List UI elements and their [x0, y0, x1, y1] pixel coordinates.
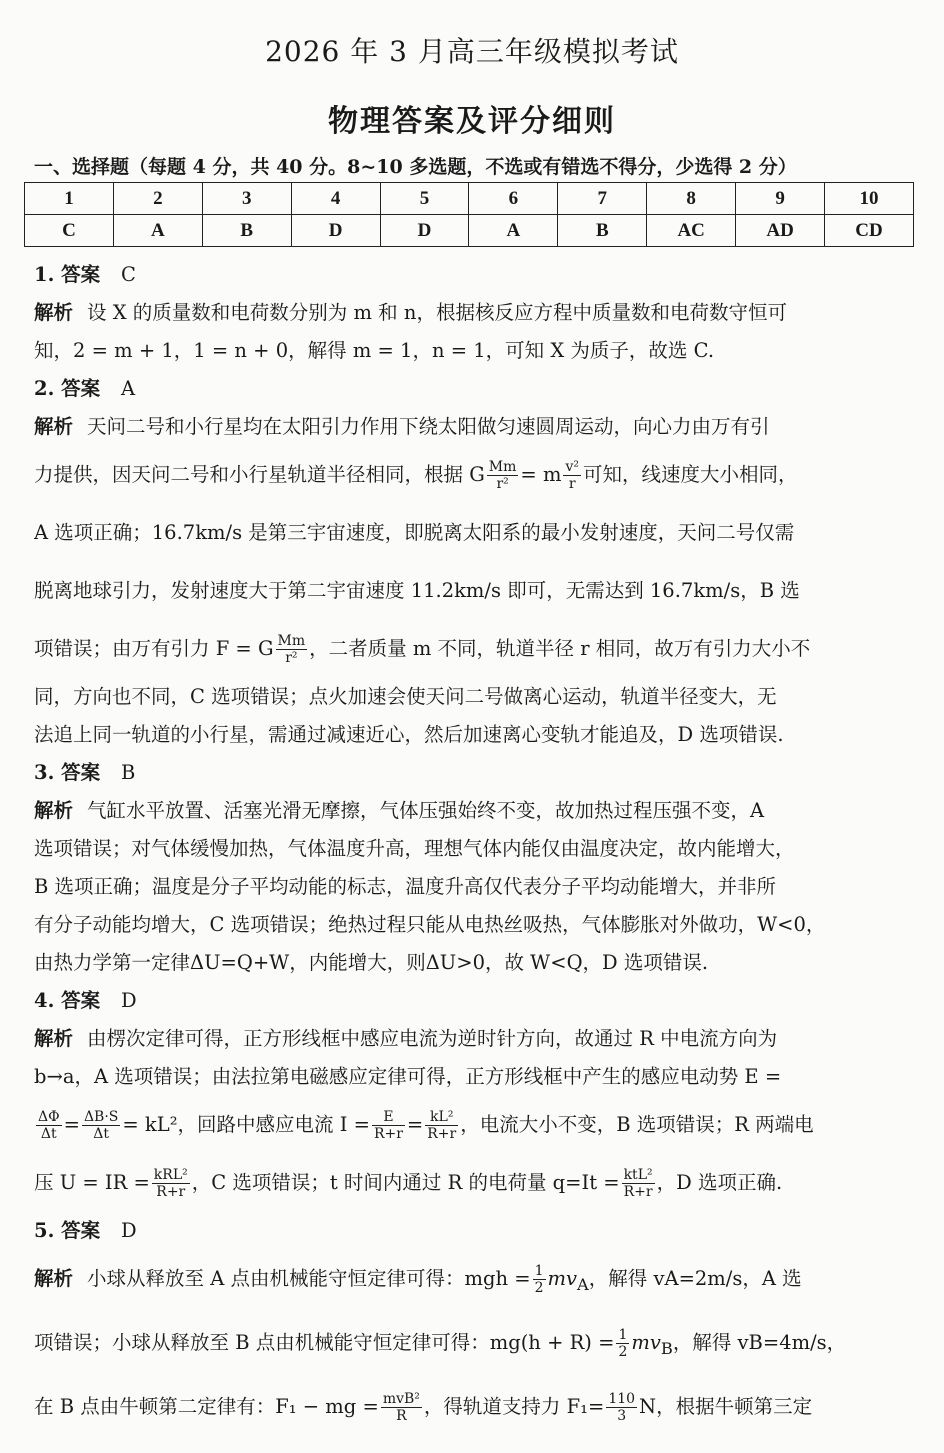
answer-value: B [120, 761, 136, 784]
text-line [34, 1250, 906, 1314]
text-line [34, 1096, 906, 1154]
question-2-header [34, 370, 906, 408]
answer-label: 答案 [61, 263, 101, 286]
exam-title: 2026 年 3 月高三年级模拟考试 [265, 35, 679, 68]
numerator: 110 [608, 1390, 636, 1407]
document-title: 物理答案及评分细则 [328, 104, 616, 139]
denominator: 2 [618, 1343, 628, 1360]
text-line: 由热力学第一定律ΔU=Q+W，内能增大，则ΔU>0，故 W<Q，D 选项错误. [34, 951, 709, 974]
text-line [34, 446, 906, 504]
numerator: kL² [425, 1109, 458, 1126]
analysis-label: 解析 [34, 301, 74, 324]
denominator: Δt [93, 1126, 110, 1142]
question-number: 3. [34, 761, 55, 784]
text-span: ，解得 vA=2m/s，A 选 [588, 1267, 802, 1290]
table-cell: 10 [825, 183, 914, 215]
table-cell: AD [736, 215, 825, 247]
denominator: r [568, 476, 576, 492]
text-span: 压 U = IR = [34, 1171, 150, 1194]
text-line: 法追上同一轨道的小行星，需通过减速近心，然后加速离心变轨才能追及，D 选项错误. [34, 723, 784, 746]
text-line [34, 1314, 906, 1378]
text-span: = [63, 1113, 80, 1136]
fraction [606, 1391, 637, 1424]
numerator: E [372, 1109, 405, 1126]
table-cell: C [25, 215, 114, 247]
question-3-header [34, 754, 906, 792]
analysis-label: 解析 [34, 415, 74, 438]
text-line: 选项错误；对气体缓慢加热，气体温度升高，理想气体内能仅由温度决定，故内能增大， [34, 837, 795, 860]
denominator: R+r [156, 1184, 186, 1200]
text-span: ，C 选项错误；t 时间内通过 R 的电荷量 q=It = [191, 1171, 620, 1194]
text-span: 小球从释放至 A 点由机械能守恒定律可得：mgh = [87, 1267, 531, 1290]
text-span: N，根据牛顿第三定 [639, 1394, 813, 1418]
text-span: ，二者质量 m 不同，轨道半径 r 相同，故万有引力大小不 [309, 637, 811, 660]
numerator: v² [565, 459, 579, 475]
subscript: A [577, 1274, 589, 1294]
text-span: = kL²，回路中感应电流 I = [122, 1113, 370, 1136]
question-number: 4. [34, 989, 55, 1012]
denominator: R+r [427, 1126, 457, 1142]
analysis-label: 解析 [34, 1027, 74, 1050]
numerator: ΔB·S [83, 1109, 119, 1125]
question-2-analysis [34, 408, 906, 754]
question-3-analysis [34, 792, 906, 982]
text-line [34, 1378, 906, 1436]
text-span: 项错误；小球从释放至 B 点由机械能守恒定律可得：mg(h + R) = [34, 1330, 615, 1354]
fraction [622, 1167, 655, 1200]
question-5-header [34, 1212, 906, 1250]
numerator: ΔΦ [38, 1109, 60, 1125]
text-line [34, 408, 906, 446]
question-1-header [34, 256, 906, 294]
denominator: R+r [623, 1184, 653, 1200]
text-span: ，D 选项正确. [656, 1171, 783, 1194]
text-line: 脱离地球引力，发射速度大于第二宇宙速度 11.2km/s 即可，无需达到 16.7km/s，B 选 [34, 579, 800, 602]
numerator: mvB² [382, 1390, 420, 1407]
question-number: 2. [34, 377, 55, 400]
numerator: ktL² [623, 1167, 653, 1183]
text-line: b→a，A 选项错误；由法拉第电磁感应定律可得，正方形线框中产生的感应电动势 E = [34, 1065, 782, 1088]
denominator: 2 [534, 1280, 544, 1296]
table-cell: 3 [202, 183, 291, 215]
text-span: 力提供，因天问二号和小行星轨道半径相同，根据 G [34, 463, 485, 486]
text-span: 项错误；由万有引力 F = G [34, 637, 274, 660]
answer-value: D [120, 989, 137, 1012]
table-cell: 9 [736, 183, 825, 215]
denominator: 3 [617, 1407, 627, 1424]
answer-table [24, 182, 914, 247]
analysis-label: 解析 [34, 1267, 74, 1290]
denominator: r² [496, 476, 509, 492]
table-cell: CD [825, 215, 914, 247]
table-cell: 8 [647, 183, 736, 215]
text-span: 气缸水平放置、活塞光滑无摩擦，气体压强始终不变，故加热过程压强不变，A [87, 799, 765, 822]
fraction [563, 459, 581, 492]
denominator: r² [285, 650, 298, 666]
text-line [34, 792, 906, 830]
denominator: R+r [373, 1126, 403, 1142]
numerator: 1 [618, 1326, 628, 1343]
text-span: = m [520, 463, 562, 486]
text-line [34, 1020, 906, 1058]
table-cell: B [202, 215, 291, 247]
question-number: 1. [34, 263, 55, 286]
answer-value: C [120, 263, 136, 286]
text-line [34, 1154, 906, 1212]
text-span: ，电流大小不变，B 选项错误；R 两端电 [460, 1113, 814, 1136]
question-1-analysis [34, 294, 906, 370]
table-cell: B [558, 215, 647, 247]
analysis-label: 解析 [34, 799, 74, 822]
denominator: R [396, 1407, 407, 1424]
table-cell: 6 [469, 183, 558, 215]
question-4-analysis [34, 1020, 906, 1212]
text-line: 同，方向也不同，C 选项错误；点火加速会使天问二号做离心运动，轨道半径变大，无 [34, 685, 777, 708]
fraction [533, 1263, 546, 1296]
table-cell: A [113, 215, 202, 247]
fraction [487, 459, 519, 492]
fraction [381, 1391, 422, 1424]
fraction [36, 1109, 62, 1142]
answer-value: D [120, 1219, 137, 1242]
text-line: 有分子动能均增大，C 选项错误；绝热过程只能从电热丝吸热，气体膨胀对外做功，W<0， [34, 913, 826, 936]
subscript: B [660, 1338, 673, 1358]
text-span: mv [547, 1267, 578, 1290]
text-span: ，解得 vB=4m/s， [672, 1330, 847, 1354]
text-span: ，得轨道支持力 F₁= [423, 1394, 605, 1418]
question-number: 5. [34, 1219, 55, 1242]
question-number-row [25, 183, 914, 215]
text-line: 知，2 = m + 1，1 = n + 0，解得 m = 1，n = 1，可知 X 为质子，故选 C. [34, 339, 715, 362]
table-cell: D [291, 215, 380, 247]
text-span: 天问二号和小行星均在太阳引力作用下绕太阳做匀速圆周运动，向心力由万有引 [87, 415, 770, 438]
numerator: Mm [488, 459, 517, 475]
answer-label: 答案 [61, 377, 101, 400]
numerator: kRL² [153, 1167, 188, 1183]
table-cell: 2 [113, 183, 202, 215]
text-span: 设 X 的质量数和电荷数分别为 m 和 n，根据核反应方程中质量数和电荷数守恒可 [87, 301, 787, 324]
fraction [616, 1327, 629, 1360]
table-cell: 5 [380, 183, 469, 215]
denominator: Δt [40, 1126, 57, 1142]
text-line: A 选项正确；16.7km/s 是第三宇宙速度，即脱离太阳系的最小发射速度，天问二号仅需 [34, 521, 795, 544]
numerator: 1 [534, 1263, 544, 1279]
text-span: 由楞次定律可得，正方形线框中感应电流为逆时针方向，故通过 R 中电流方向为 [87, 1027, 778, 1050]
text-span: = [406, 1113, 424, 1136]
table-cell: A [469, 215, 558, 247]
numerator: Mm [277, 633, 306, 649]
text-line [34, 620, 906, 678]
section-heading: 一、选择题（每题 4 分，共 40 分。8~10 多选题，不选或有错选不得分，少选得 2 分） [34, 156, 797, 178]
table-cell: 4 [291, 183, 380, 215]
fraction [82, 1109, 120, 1142]
text-span: 可知，线速度大小相同， [582, 463, 798, 486]
text-line [34, 294, 906, 332]
answer-value: A [120, 377, 136, 400]
fraction [425, 1109, 458, 1142]
answer-label: 答案 [61, 989, 101, 1012]
solutions [34, 256, 906, 1436]
question-4-header [34, 982, 906, 1020]
table-cell: 1 [25, 183, 114, 215]
text-span: mv [631, 1330, 661, 1354]
fraction [152, 1167, 190, 1200]
fraction [372, 1109, 405, 1142]
text-span: 在 B 点由牛顿第二定律有：F₁ − mg = [34, 1394, 379, 1418]
answer-label: 答案 [61, 1219, 101, 1242]
table-cell: D [380, 215, 469, 247]
question-5-analysis [34, 1250, 906, 1436]
answer-label: 答案 [61, 761, 101, 784]
text-line: B 选项正确；温度是分子平均动能的标志，温度升高仅代表分子平均动能增大，并非所 [34, 875, 777, 898]
fraction [276, 633, 308, 666]
table-cell: AC [647, 215, 736, 247]
table-cell: 7 [558, 183, 647, 215]
answer-row [25, 215, 914, 247]
